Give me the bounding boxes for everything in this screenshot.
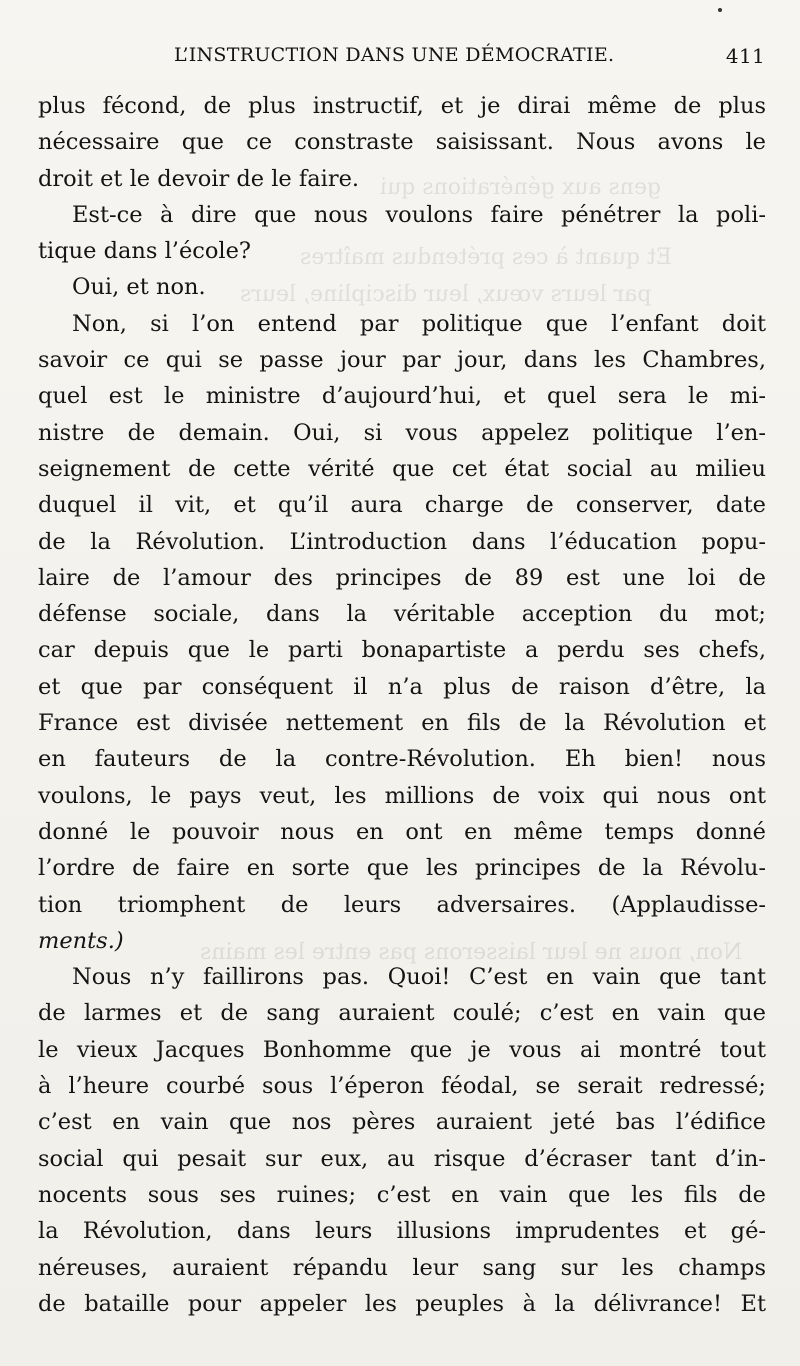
- show-through-text: par leurs vœux, leur discipline, leurs: [240, 282, 652, 307]
- text-line: nécessaire que ce constraste saisissant. Nous avons le: [38, 129, 766, 156]
- text-line: néreuses, auraient répandu leur sang sur les champs: [38, 1254, 766, 1281]
- page-number: 411: [725, 44, 765, 68]
- text-line: ments.): [38, 927, 124, 954]
- text-line: duquel il vit, et qu’il aura charge de conserver, date: [38, 492, 766, 519]
- text-line: laire de l’amour des principes de 89 est une loi de: [38, 564, 766, 591]
- text-line: Nous n’y faillirons pas. Quoi! C’est en vain que tant: [72, 964, 766, 991]
- text-line: quel est le ministre d’aujourd’hui, et quel sera le mi-: [38, 383, 766, 410]
- show-through-text: gens aux générations qui: [380, 175, 662, 200]
- text-line: nistre de demain. Oui, si vous appelez politique l’en-: [38, 419, 766, 446]
- text-line: de larmes et de sang auraient coulé; c’est en vain que: [38, 1000, 766, 1027]
- text-line: plus fécond, de plus instructif, et je dirai même de plus: [38, 93, 766, 119]
- text-line: voulons, le pays veut, les millions de voix qui nous ont: [38, 782, 766, 809]
- show-through-text: Et quant à ces prétendus maîtres: [300, 245, 672, 270]
- text-line: le vieux Jacques Bonhomme que je vous ai montré tout: [38, 1036, 766, 1063]
- text-line: donné le pouvoir nous en ont en même temps donné: [38, 818, 766, 845]
- text-line: à l’heure courbé sous l’éperon féodal, se serait redressé;: [38, 1073, 766, 1100]
- text-line: c’est en vain que nos pères auraient jeté bas l’édifice: [38, 1109, 766, 1136]
- body-text: [38, 88, 766, 1322]
- text-line: savoir ce qui se passe jour par jour, dans les Chambres,: [38, 347, 766, 374]
- text-line: l’ordre de faire en sorte que les principes de la Révolu-: [38, 855, 766, 882]
- text-line: défense sociale, dans la véritable acception du mot;: [38, 601, 766, 628]
- text-line: de la Révolution. L’introduction dans l’éducation popu-: [38, 528, 766, 555]
- text-line: tique dans l’école?: [38, 238, 251, 265]
- text-line: France est divisée nettement en fils de la Révolution et: [38, 710, 766, 737]
- page-header: [40, 44, 765, 74]
- show-through-text: Non, nous ne leur laisserons pas entre les mains: [200, 940, 743, 965]
- text-line: Non, si l’on entend par politique que l’enfant doit: [72, 310, 766, 337]
- text-line: car depuis que le parti bonapartiste a perdu ses chefs,: [38, 637, 766, 664]
- text-line: nocents sous ses ruines; c’est en vain que les fils de: [38, 1181, 766, 1208]
- text-line: et que par conséquent il n’a plus de raison d’être, la: [38, 673, 766, 700]
- text-line: social qui pesait sur eux, au risque d’écraser tant d’in-: [38, 1145, 766, 1172]
- text-line: la Révolution, dans leurs illusions imprudentes et gé-: [38, 1218, 766, 1245]
- text-line: Oui, et non.: [72, 274, 206, 301]
- text-line: seignement de cette vérité que cet état social au milieu: [38, 455, 766, 482]
- text-line: droit et le devoir de le faire.: [38, 165, 360, 192]
- running-title: L’INSTRUCTION DANS UNE DÉMOCRATIE.: [174, 44, 615, 66]
- text-line: Est-ce à dire que nous voulons faire pénétrer la poli-: [72, 201, 766, 228]
- page-speck: [718, 8, 722, 12]
- text-line: de bataille pour appeler les peuples à la délivrance! Et: [38, 1290, 766, 1317]
- text-line: en fauteurs de la contre-Révolution. Eh bien! nous: [38, 746, 766, 773]
- text-line: tion triomphent de leurs adversaires. (Applaudisse-: [38, 891, 766, 918]
